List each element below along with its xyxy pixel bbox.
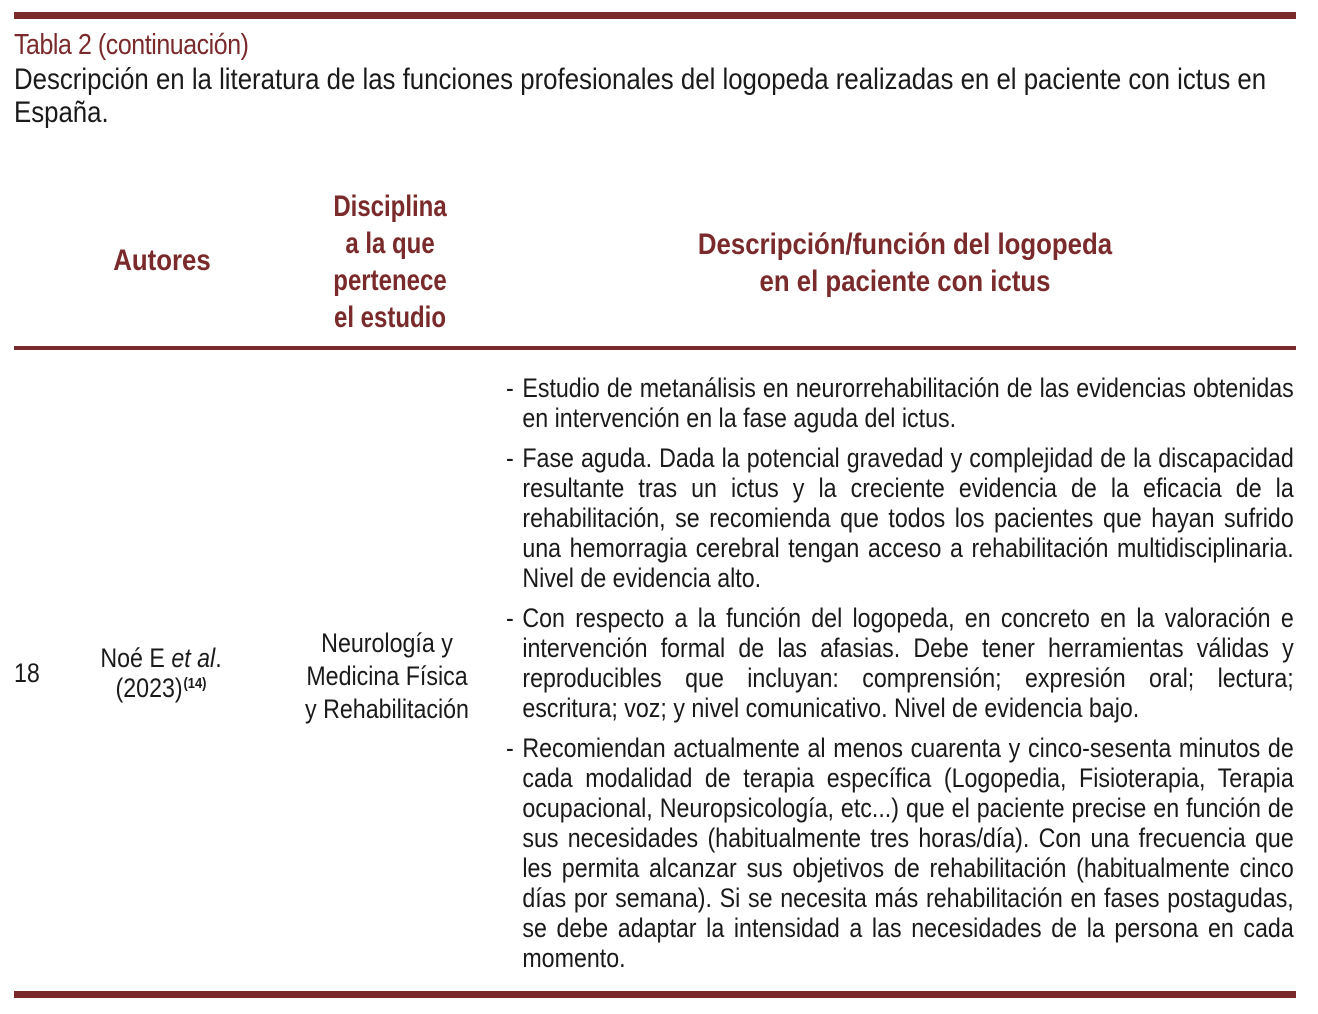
header-descripcion-line: en el paciente con ictus [759,265,1051,298]
description-text: Fase aguda. Dada la potencial gravedad y complejidad de la discapacidad resultante tras un ictus y la creciente evidencia de la eficacia de la rehabilitación, se recomienda que todos los pacientes que hayan sufrido una hemorragia cerebral tengan acceso a rehabilitación multidisciplinaria. Nivel de evidencia alto. [522,443,1294,593]
header-disciplina-line: el estudio [333,301,447,334]
table-top-rule [14,12,1296,19]
row-descriptions [506,373,1294,983]
discipline-line: Medicina Física [306,661,468,691]
description-item [506,733,1294,973]
author-reference: (14) [183,675,207,692]
description-text: Con respecto a la función del logopeda, en concreto en la valoración e intervención formal de las afasias. Debe tener herramientas válidas y reproducibles que incluyan: comprensión; expresión oral; lectura; escritura; voz; y nivel comunicativo. Nivel de evidencia bajo. [522,603,1294,723]
bullet-dash: - [506,373,514,403]
row-author [79,643,242,703]
author-etal: et al [171,643,216,673]
author-name: Noé E [100,643,165,673]
bullet-dash: - [506,603,514,633]
row-number: 18 [14,658,40,688]
bullet-dash: - [506,733,514,763]
table-header-rule [14,346,1296,350]
header-disciplina [294,188,486,336]
description-text: Estudio de metanálisis en neurorrehabilitación de las evidencias obtenidas en intervención en la fase aguda del ictus. [522,373,1294,433]
description-item [506,373,1294,433]
discipline-line: y Rehabilitación [305,694,469,724]
author-name-line [79,643,242,673]
header-disciplina-line: a la que [345,227,435,260]
table-caption-label: Tabla 2 (continuación) [14,29,249,61]
table-caption-title: Descripción en la literatura de las funciones profesionales del logopeda realizadas en el paciente con ictus en España. [14,63,1267,129]
table-bottom-rule [14,991,1296,998]
author-year-line [79,673,242,703]
description-item [506,603,1294,723]
header-descripcion-line: Descripción/función del logopeda [697,228,1113,261]
header-autores: Autores [113,244,211,277]
discipline-line: Neurología y [321,628,453,658]
row-discipline [280,627,495,726]
bullet-dash: - [506,443,514,473]
header-disciplina-line: Disciplina [333,190,447,223]
author-period: . [215,643,222,673]
author-year: (2023) [115,673,183,703]
description-item [506,443,1294,593]
header-disciplina-line: pertenece [333,264,447,297]
description-text: Recomiendan actualmente al menos cuarenta y cinco-sesenta minutos de cada modalidad de terapia específica (Logopedia, Fisioterapia, Terapia ocupacional, Neuropsicología, etc...) que el paciente precise en función de sus necesidades (habitualmente tres horas/día). Con una frecuencia que les permita alcanzar sus objetivos de rehabilitación (habitualmente cinco días por semana). Si se necesita más rehabilitación en fases postagudas, se debe adaptar la intensidad a las necesidades de la persona en cada momento. [522,733,1294,973]
header-descripcion [608,226,1201,300]
